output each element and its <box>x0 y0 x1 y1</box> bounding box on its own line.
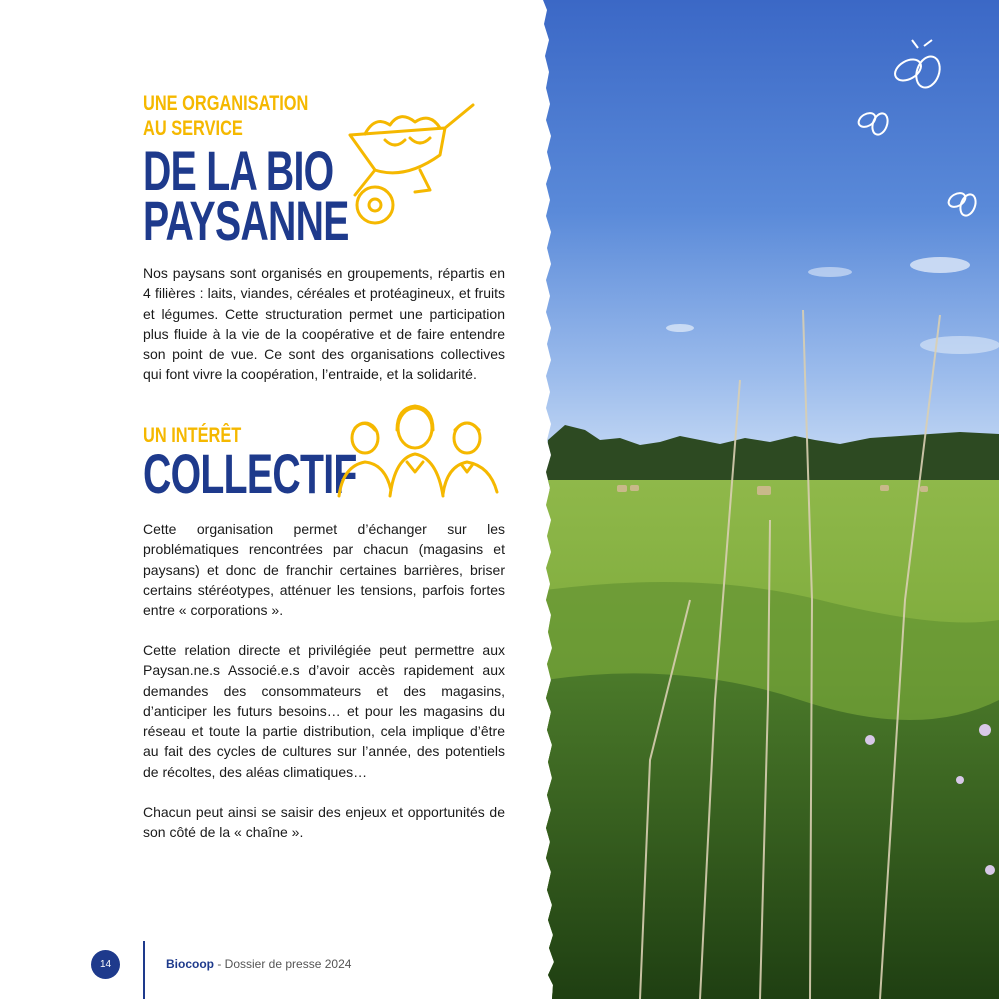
wheelbarrow-icon <box>345 100 480 228</box>
section2-kicker: UN INTÉRÊT <box>143 424 242 447</box>
section1-kicker-line2: AU SERVICE <box>143 117 243 140</box>
footer-caption <box>166 957 351 971</box>
footer-separator: - <box>214 957 225 971</box>
section1-paragraph: Nos paysans sont organisés en groupements, répartis en 4 filières : laits, viandes, céréales et protéagineux, et fruits et légumes. Cette structuration permet une participation plus fluide à la vie de la coopérative et de faire entendre son point de vue. Ce sont des organisations collectives qui font vivre la coopération, l’entraide, et la solidarité. <box>143 265 505 383</box>
page-number-badge: 14 <box>91 950 120 979</box>
section2-paragraph-3: Chacun peut ainsi se saisir des enjeux et opportunités de son côté de la « chaîne ». <box>143 804 505 841</box>
section2-title: COLLECTIF <box>143 442 357 505</box>
footer-brand: Biocoop <box>166 957 214 971</box>
section1-title-line2: PAYSANNE <box>143 189 349 252</box>
section1-title-line1: DE LA BIO <box>143 139 334 202</box>
section2-paragraph-2: Cette relation directe et privilégiée peut permettre aux Paysan.ne.s Associé.e.s d’avoir accès rapidement aux demandes des consommateurs et des magasins, d’anticiper les futurs besoins… et pour les magasins du réseau et toute la partie distribution, cela implique d’être au fait des cycles de cultures sur l’année, des potentiels de récoltes, des aléas climatiques… <box>143 642 505 780</box>
group-of-people-icon <box>335 400 500 498</box>
footer-divider <box>143 941 145 999</box>
section2-paragraph-1: Cette organisation permet d’échanger sur les problématiques rencontrées par chacun (magasins et paysans) et donc de franchir certaines barrières, briser certains stéréotypes, atténuer les tensions, parfois fortes entre « corporations ». <box>143 521 505 619</box>
footer-publication: Dossier de presse 2024 <box>224 957 352 971</box>
section1-kicker-line1: UNE ORGANISATION <box>143 92 309 115</box>
